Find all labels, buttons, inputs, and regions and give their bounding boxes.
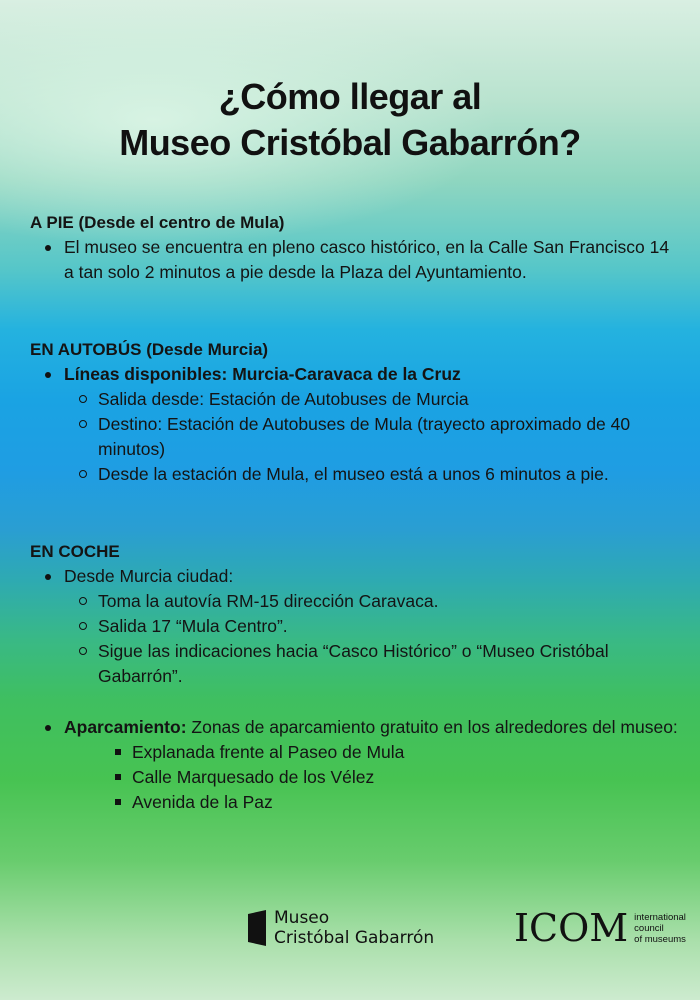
section-heading-autobus (30, 339, 680, 361)
place-item: Avenida de la Paz (98, 790, 680, 815)
icom-logo-word: ICOM (514, 906, 629, 950)
sublist-item: Salida desde: Estación de Autobuses de Murcia (64, 387, 680, 412)
heading-sub: (Desde Murcia) (146, 340, 269, 359)
page-title (0, 74, 700, 166)
section-coche (30, 541, 680, 689)
section-autobus (30, 339, 680, 487)
museo-logo-line-2: Cristóbal Gabarrón (274, 928, 435, 948)
aparcamiento-text: Zonas de aparcamiento gratuito en los alrededores del museo: (186, 717, 678, 737)
section-aparcamiento (30, 715, 680, 815)
sublist-item: Sigue las indicaciones hacia “Casco Histórico” o “Museo Cristóbal Gabarrón”. (64, 639, 680, 689)
list-item-lineas (30, 362, 680, 487)
sublist-item: Toma la autovía RM-15 dirección Caravaca. (64, 589, 680, 614)
museo-logo-mark-icon (246, 908, 268, 948)
aparcamiento-places (98, 740, 680, 815)
place-item: Explanada frente al Paseo de Mula (98, 740, 680, 765)
sublist-item: Desde la estación de Mula, el museo está a unos 6 minutos a pie. (64, 462, 680, 487)
lineas-label: Líneas disponibles: Murcia-Caravaca de la Cruz (64, 364, 461, 384)
place-item: Calle Marquesado de los Vélez (98, 765, 680, 790)
museo-logo-text (274, 908, 434, 948)
heading-sub: (Desde el centro de Mula) (78, 213, 285, 232)
autobus-list (30, 362, 680, 487)
icom-tag-line-3: of museums (634, 933, 686, 945)
section-a-pie (30, 212, 680, 285)
museo-logo (246, 906, 434, 950)
sublist-item: Salida 17 “Mula Centro”. (64, 614, 680, 639)
list-item-aparcamiento (30, 715, 680, 815)
icom-logo (514, 906, 686, 950)
section-heading-a-pie (30, 212, 680, 234)
heading-label: EN AUTOBÚS (30, 340, 142, 359)
coche-sublist (64, 589, 680, 689)
icom-tag-line-2: council (634, 922, 664, 934)
autobus-sublist (64, 387, 680, 487)
aparcamiento-list (30, 715, 680, 815)
icom-tag-line-1: international (634, 911, 686, 923)
coche-item-label: Desde Murcia ciudad: (64, 566, 234, 586)
coche-list (30, 564, 680, 689)
title-line-2: Museo Cristóbal Gabarrón? (119, 122, 581, 163)
a-pie-list (30, 235, 680, 285)
heading-label: A PIE (30, 213, 74, 232)
museo-logo-line-1: Museo (274, 908, 330, 928)
section-heading-coche: EN COCHE (30, 542, 120, 561)
list-item-murcia (30, 564, 680, 689)
sublist-item: Destino: Estación de Autobuses de Mula (trayecto aproximado de 40 minutos) (64, 412, 680, 462)
list-item: El museo se encuentra en pleno casco histórico, en la Calle San Francisco 14 a tan solo 2 minutos a pie desde la Plaza del Ayuntamiento. (30, 235, 680, 285)
title-line-1: ¿Cómo llegar al (218, 76, 482, 117)
icom-logo-tagline (634, 912, 686, 945)
aparcamiento-label: Aparcamiento: (64, 717, 187, 737)
